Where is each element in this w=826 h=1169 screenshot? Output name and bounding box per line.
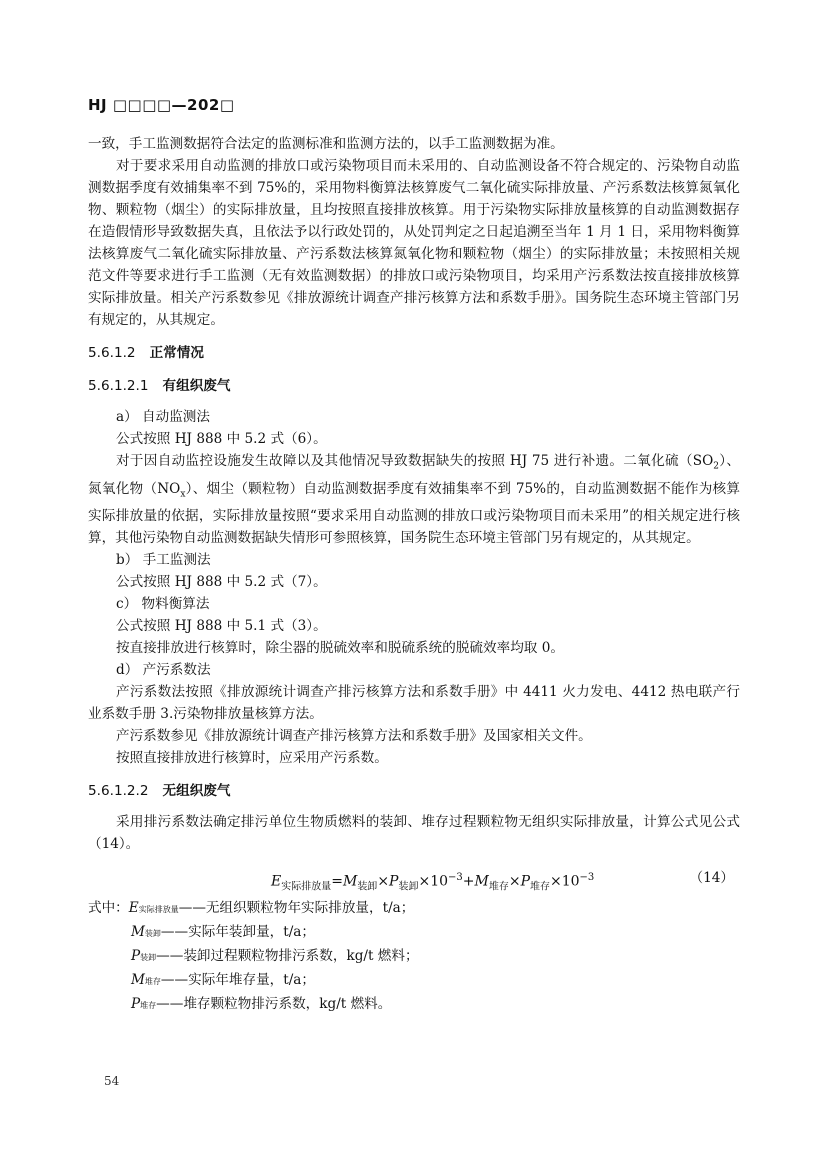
eq-symbol-m: M	[342, 874, 358, 891]
eq-subscript: 装卸	[357, 881, 378, 893]
item-d-label: d） 产污系数法	[116, 662, 211, 679]
where-subscript: 装卸	[140, 953, 157, 963]
item-b-label: b） 手工监测法	[116, 552, 211, 569]
section-title: 正常情况	[149, 345, 204, 361]
detail-text: ）、烟尘（颗粒物）自动监测数据季度有效捕集率不到 75%的，自动监测数据不能作为核算实际排放量的依据，实际排放量按照“要求采用自动监测的排放口或污染物项目而未采用”的相关规定进行核算，其他污染物自动监测数据缺失情形可参照核算，国务院生态环境主管部门另有规定的，从其规定。	[88, 480, 741, 547]
item-a-label: a） 自动监测法	[116, 409, 210, 425]
eq-subscript: 装卸	[398, 881, 419, 893]
item-c-note: 按直接排放进行核算时，除尘器的脱硫效率和脱硫系统的脱硫效率均取 0。	[116, 640, 564, 657]
equation-number: （14）	[689, 870, 734, 887]
section-number: 5.6.1.2	[88, 345, 136, 361]
where-line-4	[88, 993, 740, 1017]
eq-plus: +	[462, 874, 475, 891]
eq-power-base: ×10	[550, 874, 580, 891]
where-description: ——装卸过程颗粒物排污系数，kg/t 燃料；	[156, 948, 419, 965]
detail-text: 对于因自动监控设施发生故障以及其他情况导致数据缺失的按照 HJ 75 进行补遗。二氧化硫（SO	[116, 453, 714, 469]
where-symbol: E	[128, 900, 139, 917]
where-subscript: 堆存	[144, 977, 161, 987]
paragraph-continued: 一致，手工监测数据符合法定的监测标准和监测方法的，以手工监测数据为准。	[88, 136, 564, 152]
eq-subscript: 堆存	[530, 881, 550, 893]
where-symbol: M	[131, 972, 145, 989]
detail-text: ）、氮氧化物（NO	[88, 453, 740, 497]
eq-times: ×	[508, 874, 521, 891]
where-subscript: 堆存	[140, 1001, 157, 1011]
eq-symbol-m: M	[474, 874, 489, 891]
eq-symbol-e: E	[271, 874, 282, 891]
equation-body	[271, 867, 594, 898]
body-text	[88, 133, 740, 1017]
where-description: ——实际年堆存量，t/a；	[160, 972, 316, 989]
where-symbol: P	[131, 996, 141, 1013]
where-line-0	[88, 897, 740, 921]
eq-subscript: 堆存	[488, 881, 509, 893]
eq-times: ×	[377, 874, 390, 891]
item-d-text1: 产污系数法按照《排放源统计调查产排污核算方法和系数手册》中 4411 火力发电、4412 热电联产行业系数手册 3.污染物排放量核算方法。	[88, 684, 740, 723]
standard-code-header: HJ □□□□—202□	[88, 96, 235, 114]
where-line-3	[88, 969, 740, 993]
item-d-text2: 产污系数参见《排放源统计调查产排污核算方法和系数手册》及国家相关文件。	[116, 728, 592, 745]
eq-equals: =	[331, 874, 343, 891]
eq-symbol-p: P	[389, 874, 399, 891]
where-description: ——实际年装卸量，t/a；	[160, 924, 316, 941]
eq-power-base: ×10	[418, 874, 449, 891]
item-d-text3: 按照直接排放进行核算时，应采用产污系数。	[116, 750, 388, 767]
section-title: 有组织废气	[162, 378, 231, 394]
where-description: ——堆存颗粒物排污系数，kg/t 燃料。	[156, 996, 392, 1013]
where-lead: 式中：	[88, 900, 129, 917]
equation-14	[88, 861, 740, 893]
item-a-detail	[88, 450, 740, 549]
where-line-1	[88, 921, 740, 945]
section-heading-5-6-1-2	[88, 342, 740, 364]
eq-exponent: −3	[579, 872, 595, 884]
paragraph-missing-monitoring: 对于要求采用自动监测的排放口或污染物项目而未采用的、自动监测设备不符合规定的、污染物自动监测数据季度有效捕集率不到 75%的，采用物料衡算法核算废气二氧化硫实际排放量、产污系数法核算氮氧化物、颗粒物（烟尘）的实际排放量，且均按照直接排放核算。用于污染物实际排放量核算的自动监测数据存在造假情形导致数据失真，且依法予以行政处罚的，从处罚判定之日起追溯至当年 1 月 1 日，采用物料衡算法核算废气二氧化硫实际排放量、产污系数法核算氮氧化物和颗粒物（烟尘）的实际排放量；未按照相关规范文件等要求进行手工监测（无有效监测数据）的排放口或污染物项目，均采用产污系数法按直接排放核算实际排放量。相关产污系数参见《排放源统计调查产排污核算方法和系数手册》。国务院生态环境主管部门另有规定的，从其规定。	[88, 158, 740, 328]
eq-exponent: −3	[448, 872, 463, 884]
where-symbol: P	[131, 948, 141, 965]
item-c-formula: 公式按照 HJ 888 中 5.1 式（3）。	[116, 618, 327, 635]
item-c-label: c） 物料衡算法	[116, 596, 210, 613]
item-a-formula: 公式按照 HJ 888 中 5.2 式（6）。	[116, 431, 327, 447]
eq-subscript: 实际排放量	[281, 881, 332, 893]
fugitive-paragraph: 采用排污系数法确定排污单位生物质燃料的装卸、堆存过程颗粒物无组织实际排放量，计算公式见公式（14）。	[88, 814, 740, 853]
where-description: ——无组织颗粒物年实际排放量，t/a；	[178, 900, 415, 917]
where-subscript: 实际排放量	[138, 905, 179, 915]
section-title: 无组织废气	[162, 783, 231, 800]
page-number: 54	[104, 1074, 120, 1088]
section-number: 5.6.1.2.2	[88, 783, 149, 800]
item-b-formula: 公式按照 HJ 888 中 5.2 式（7）。	[116, 574, 327, 591]
section-number: 5.6.1.2.1	[88, 378, 149, 394]
section-heading-5-6-1-2-2	[88, 780, 740, 802]
where-symbol: M	[131, 924, 145, 941]
so2-subscript: 2	[713, 461, 719, 472]
eq-symbol-p: P	[520, 874, 530, 891]
section-heading-5-6-1-2-1	[88, 375, 740, 397]
where-subscript: 装卸	[144, 929, 161, 939]
nox-subscript: x	[180, 489, 186, 500]
where-line-2	[88, 945, 740, 969]
